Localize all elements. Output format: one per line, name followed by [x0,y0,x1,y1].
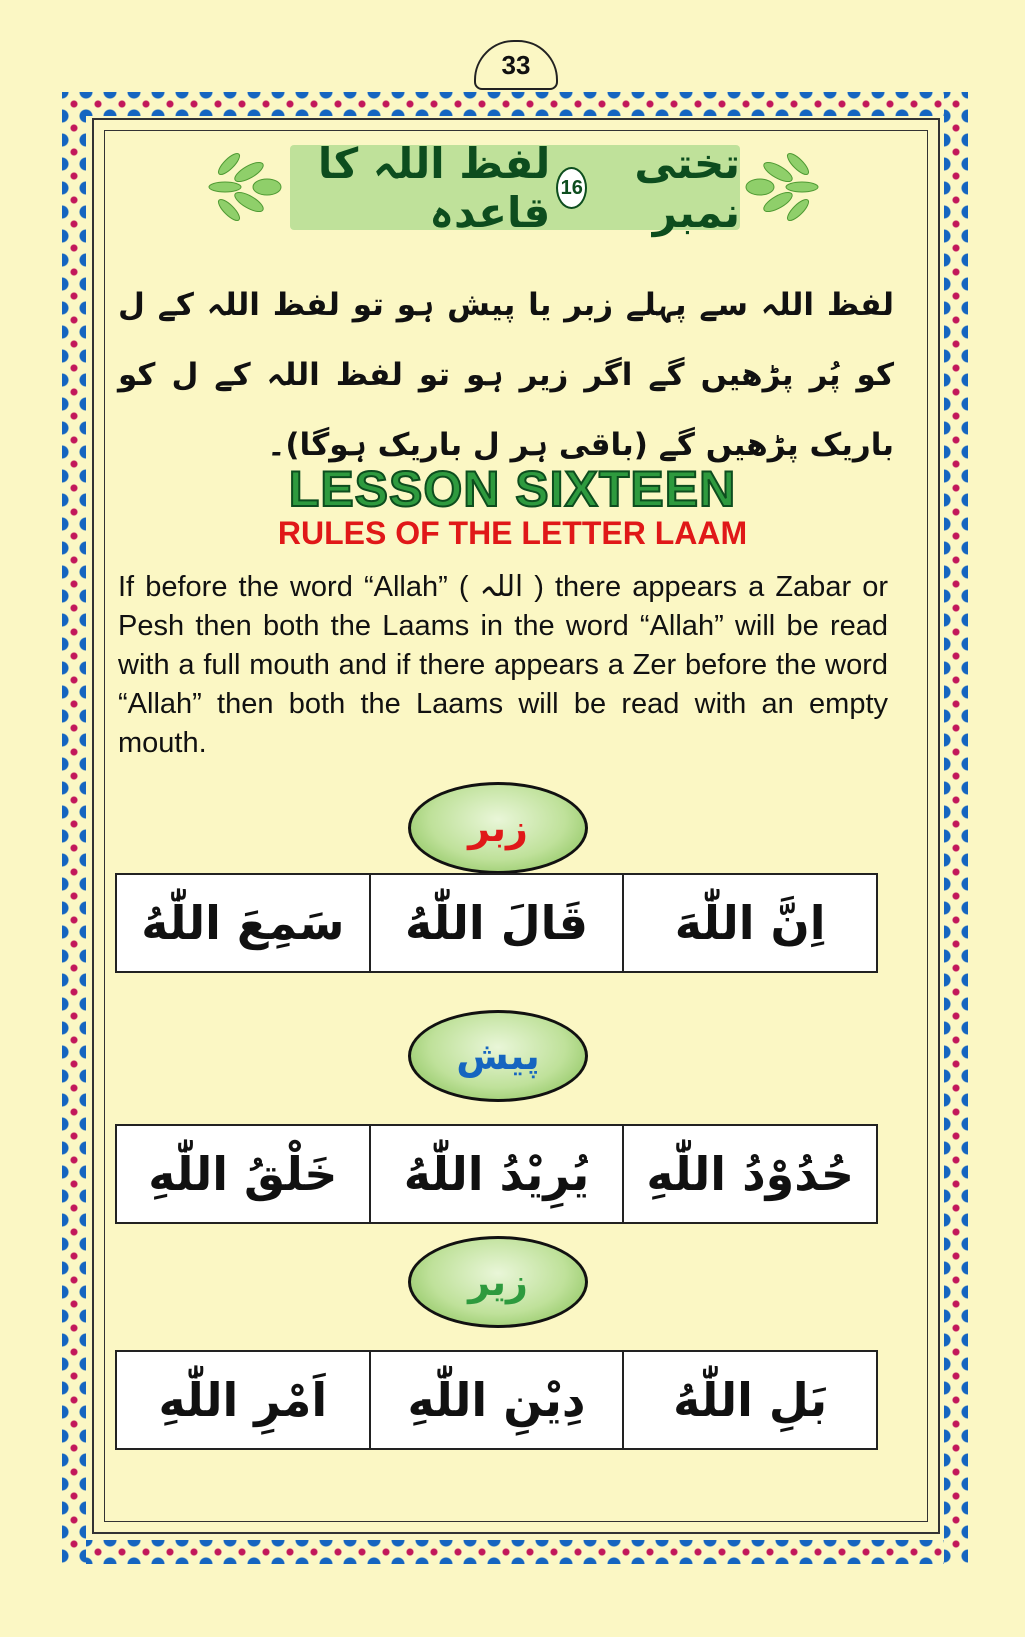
english-rule-paragraph: If before the word “Allah” ( اللہ ) there appears a Zabar or Pesh then both the Laams in the word “Allah” will be read with a full mouth and if there appears a Zer before the word “Allah” then both the Laams will be read with an empty mouth. [118,571,888,759]
word-cell: دِيْنِ اللّٰهِ [369,1352,623,1448]
word-cell: اِنَّ اللّٰهَ [622,875,876,971]
word-cell: يُرِيْدُ اللّٰهُ [369,1126,623,1222]
urdu-rule-paragraph: لفظ اللہ سے پہلے زبر یا پیش ہو تو لفظ اللہ کے ل کو پُر پڑھیں گے اگر زیر ہو تو لفظ اللہ کے ل کو باریک پڑھیں گے (باقی ہر ل باریک ہوگا)۔ [118,287,894,463]
word-cell: بَلِ اللّٰهُ [622,1352,876,1448]
heading-text-part2: لفظ اللہ کا قاعدہ [317,138,551,237]
lesson-subtitle: RULES OF THE LETTER LAAM [277,515,748,551]
zer-section-label: زیر [408,1236,588,1328]
lesson-heading-banner [290,138,740,237]
word-cell: حُدُوْدُ اللّٰهِ [622,1126,876,1222]
zer-word-table [115,1350,878,1450]
zabar-word-table [115,873,878,973]
lesson-number-badge: 16 [556,167,587,209]
decorative-border-left [62,92,86,1564]
pesh-section-label: پیش [408,1010,588,1102]
word-cell: اَمْرِ اللّٰهِ [158,1373,328,1427]
lesson-title: LESSON SIXTEEN [288,461,737,517]
right-leaf-ornament-icon [742,150,822,225]
word-cell: سَمِعَ اللّٰهُ [141,896,345,950]
heading-text-part1: تختی نمبر [634,138,740,237]
decorative-border-bottom [62,1540,968,1564]
decorative-border-top [62,92,968,116]
page-number: 33 [474,40,558,90]
pesh-word-table [115,1124,878,1224]
zabar-section-label: زبر [408,782,588,874]
left-leaf-ornament-icon [205,150,285,225]
word-cell: خَلْقُ اللّٰهِ [148,1147,338,1201]
word-cell: قَالَ اللّٰهُ [369,875,623,971]
decorative-border-right [944,92,968,1564]
